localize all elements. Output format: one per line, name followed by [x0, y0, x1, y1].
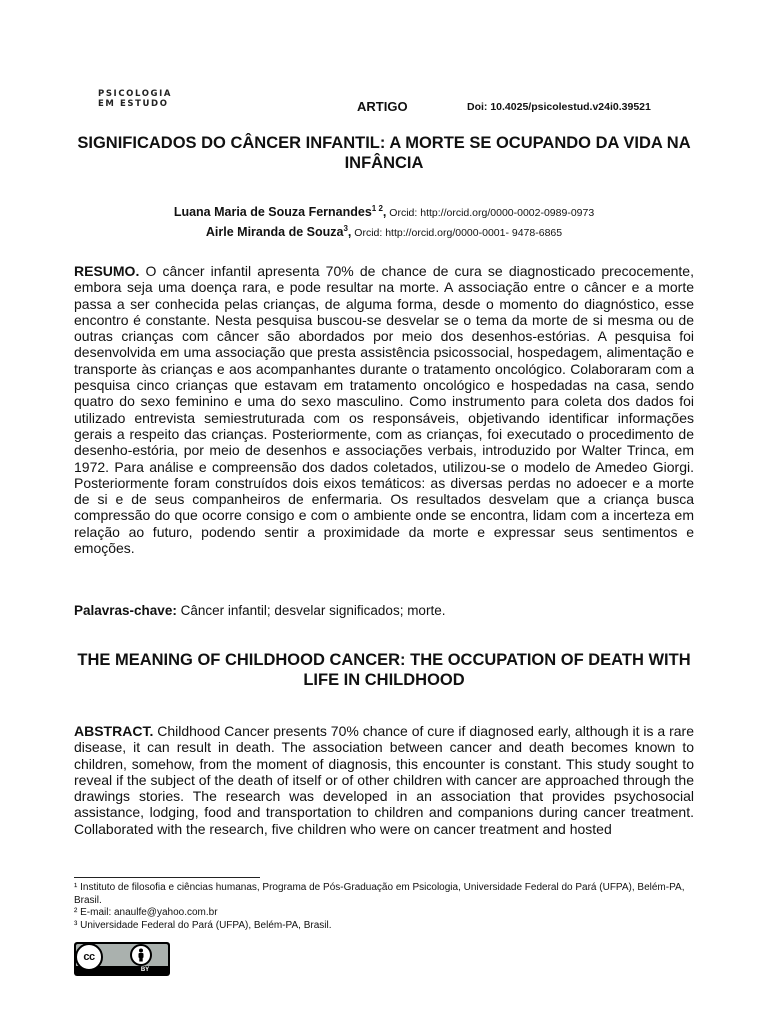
footnote-1: ¹ Instituto de filosofia e ciências humanas, Programa de Pós-Graduação em Psicologia, Universidade Federal do Pará (UFPA), Belém-PA, Brasil. — [74, 882, 685, 906]
resumo-label: RESUMO. — [74, 263, 140, 279]
attribution-person-icon — [130, 944, 152, 966]
footnote-2: ² E-mail: anaulfe@yahoo.com.br — [74, 907, 218, 918]
journal-logo-line1: PSICOLOGIA — [98, 89, 173, 99]
cc-icon: cc — [75, 943, 103, 971]
author-1-affiliation-marks: 1 2 — [371, 204, 383, 213]
author-2-name: Airle Miranda de Souza — [205, 225, 344, 240]
author-2: Airle Miranda de Souza$^3$, Orcid: http://orcid.org/0000-0001- 9478-6865 — [205, 224, 563, 240]
author-2-affiliation-marks: 3 — [343, 224, 348, 234]
abstract-label: ABSTRACT. — [74, 723, 154, 739]
journal-logo-line2: EM ESTUDO — [98, 99, 169, 109]
title-english: THE MEANING OF CHILDHOOD CANCER: THE OCCUPATION OF DEATH WITH LIFE IN CHILDHOOD — [77, 651, 691, 689]
by-label: BY — [140, 967, 150, 973]
author-2-orcid[interactable]: Orcid: http://orcid.org/0000-0001- 9478-6865 — [351, 227, 563, 240]
footnote-divider — [74, 877, 260, 878]
title-portuguese: SIGNIFICADOS DO CÂNCER INFANTIL: A MORTE SE OCUPANDO DA VIDA NA INFÂNCIA — [77, 134, 691, 172]
author-1-orcid[interactable]: Orcid: http://orcid.org/0000-0002-0989-0973 — [386, 207, 595, 220]
author-1: Luana Maria de Souza Fernandes$^{1 2}$, Orcid: http://orcid.org/0000-0002-0989-0973 — [173, 204, 595, 220]
resumo-paragraph — [74, 263, 694, 556]
keywords-label: Palavras-chave: — [74, 603, 177, 618]
abstract-text: Childhood Cancer presents 70% chance of cure if diagnosed early, although it is a rare disease, it can result in death. The association between cancer and death becomes known to children, somehow, from the moment of diagnosis, this encounter is constant. This study sought to reveal if the subject of the death of itself or of other children with cancer are approached through the drawings stories. The research was developed in an association that provides psychosocial assistance, lodging, food and transportation to children and companions during cancer treatment. Collaborated with the research, five children who were on cancer treatment and hosted — [74, 723, 694, 837]
doi-link[interactable]: Doi: 10.4025/psicolestud.v24i0.39521 — [467, 101, 651, 113]
footnote-3: ³ Universidade Federal do Pará (UFPA), Belém-PA, Brasil. — [74, 919, 332, 931]
journal-logo — [98, 89, 172, 109]
resumo-text: O câncer infantil apresenta 70% de chance de cura se diagnosticado precocemente, embora seja uma doença rara, e pode resultar na morte. A associação entre o câncer e a morte passa a ser conhecida pelas crianças, de alguma forma, desde o momento do diagnóstico, esse encontro é constante. Nesta pesquisa buscou-se desvelar se o tema da morte de si mesma ou de outras crianças com câncer são abordados por meio dos desenhos-estórias. A pesquisa foi desenvolvida em uma associação que presta assistência psicossocial, hospedagem, alimentação e transporte às crianças e aos acompanhantes durante o tratamento oncológico. Colaboraram com a pesquisa cinco crianças que estavam em tratamento oncológico e hospedadas na casa, sendo quatro do sexo feminino e uma do sexo masculino. Como instrumento para coleta dos dados foi utilizado entrevista semiestruturada com os responsáveis, objetivando identificar informações gerais a respeito das crianças. Posteriormente, com as crianças, foi executado o procedimento de desenho-estória, por meio de desenhos e associações verbais, introduzido por Walter Trinca, em 1972. Para análise e compreensão dos dados coletados, utilizou-se o modelo de Amedeo Giorgi. Posteriormente foram construídos dois eixos temáticos: as diversas perdas no adoecer e a morte de si e de seus companheiros de enfermaria. Os resultados desvelam que a criança busca compressão do que ocorre consigo e com o ambiente onde se encontra, lidam com a incerteza em relação ao futuro, podendo sentir a proximidade da morte e expressar seus sentimentos e emoções. — [74, 263, 694, 557]
keywords-text: Câncer infantil; desvelar significados; morte. — [176, 603, 446, 618]
section-label: ARTIGO — [357, 99, 408, 114]
footnotes — [74, 882, 696, 932]
author-1-name: Luana Maria de Souza Fernandes — [173, 205, 372, 220]
author-list — [70, 201, 698, 241]
abstract-paragraph — [74, 723, 694, 837]
cc-by-license-badge[interactable] — [74, 942, 170, 976]
keywords-line — [74, 603, 445, 618]
